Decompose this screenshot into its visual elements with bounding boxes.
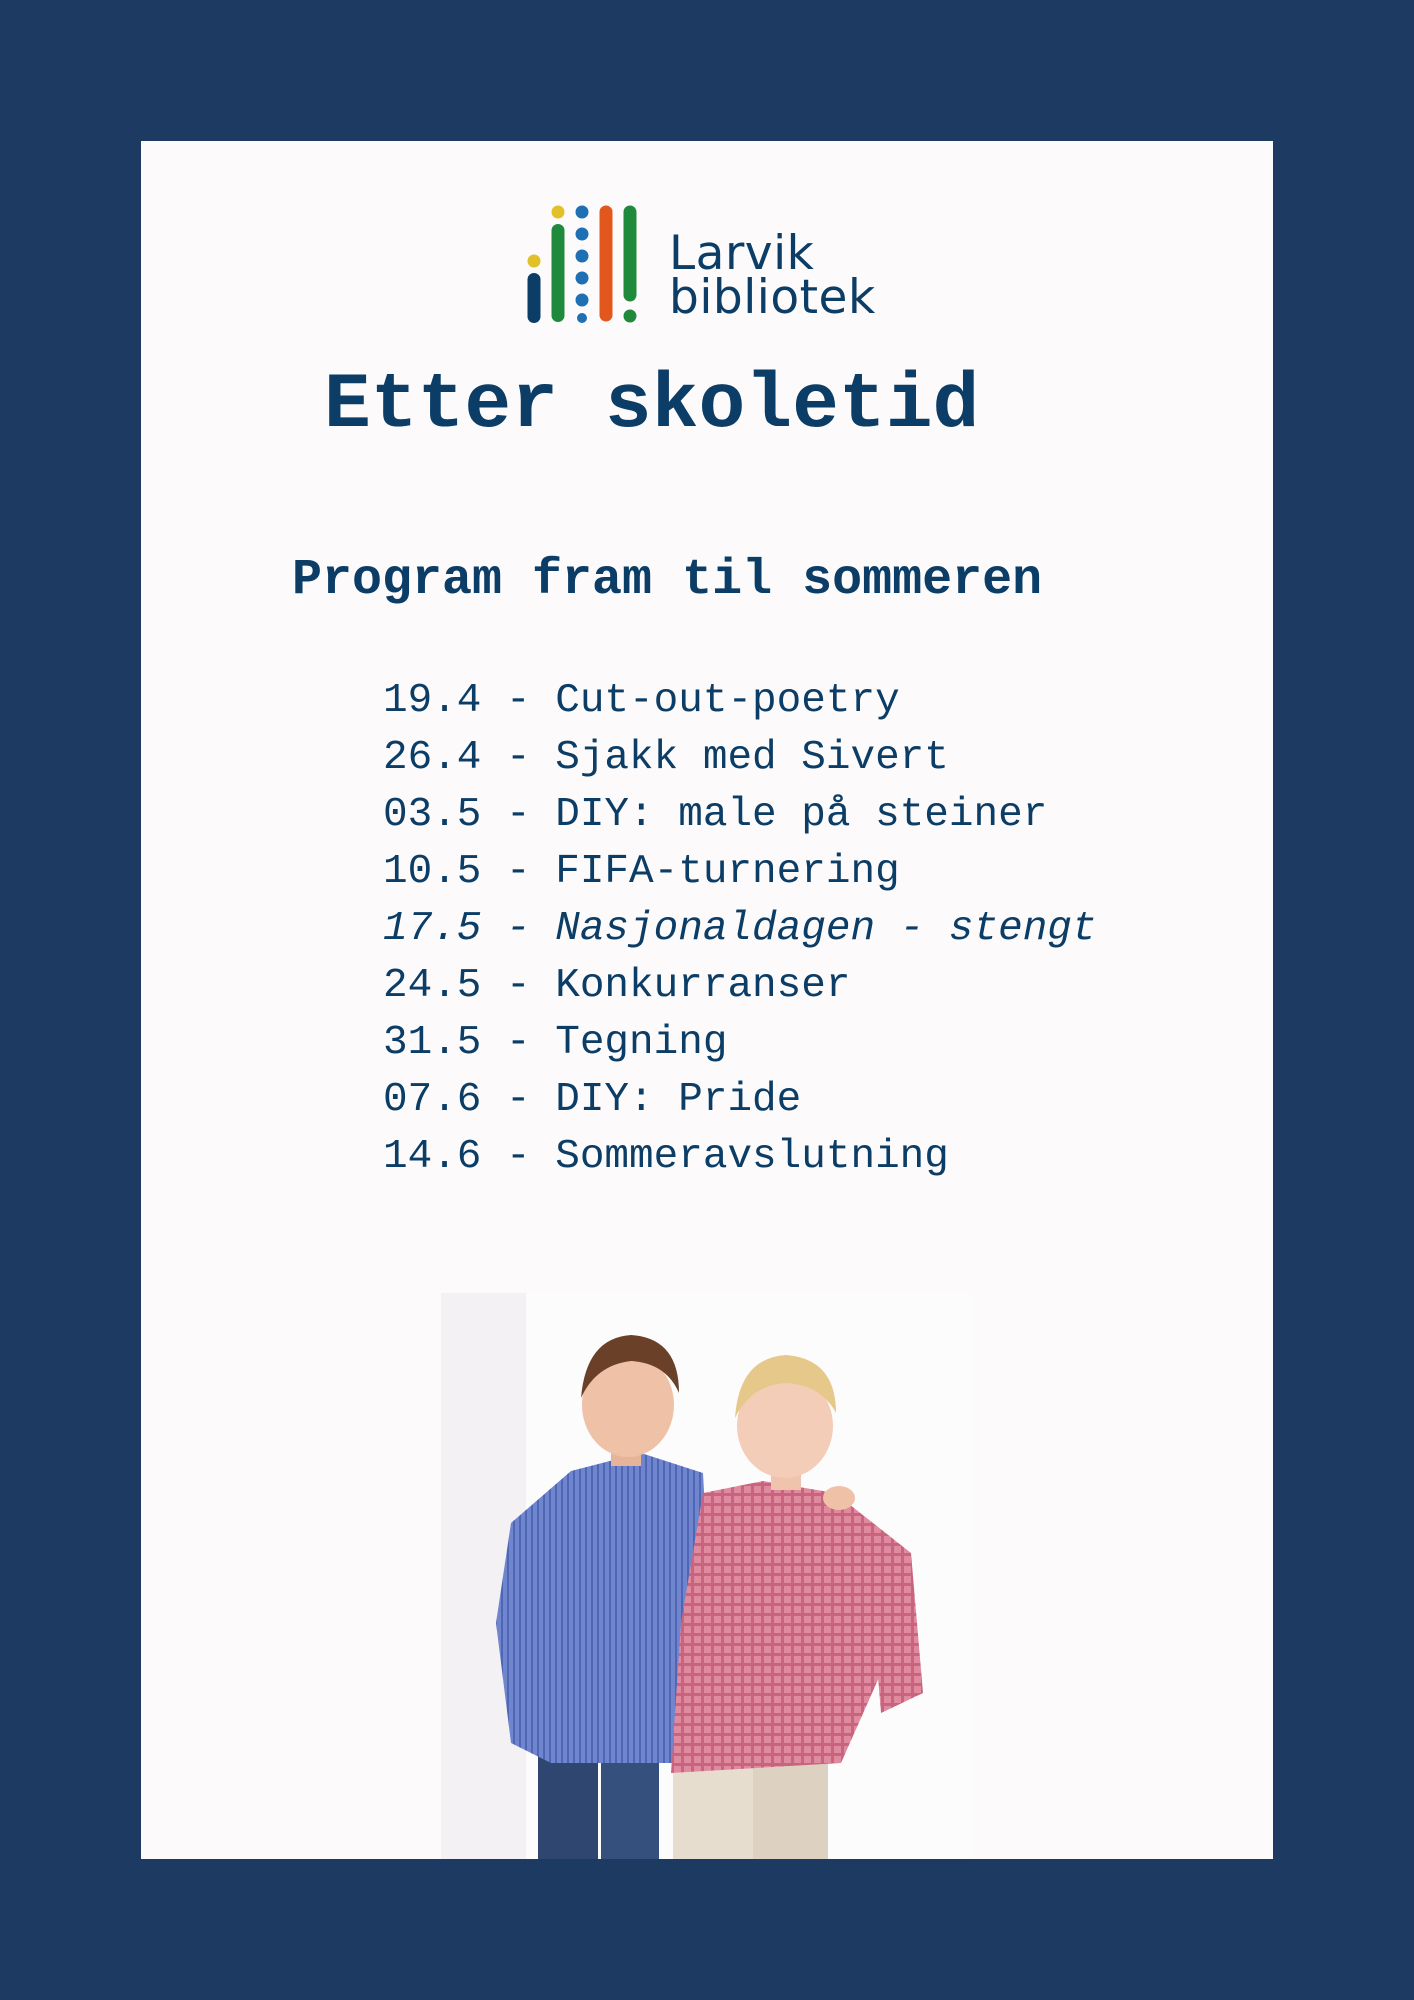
program-item: 07.6 - DIY: Pride xyxy=(383,1077,802,1123)
program-heading: Program fram til sommeren xyxy=(292,552,1043,609)
program-item: 24.5 - Konkurranser xyxy=(383,963,851,1009)
poster xyxy=(141,141,1273,1859)
program-item: 17.5 - Nasjonaldagen - stengt xyxy=(383,906,1097,952)
program-list xyxy=(383,673,1097,1186)
program-item: 14.6 - Sommeravslutning xyxy=(383,1134,949,1180)
photo-illustration xyxy=(441,1293,973,1859)
program-item: 03.5 - DIY: male på steiner xyxy=(383,792,1048,838)
program-item: 31.5 - Tegning xyxy=(383,1020,728,1066)
logo-line-1: Larvik xyxy=(669,226,815,281)
program-item: 10.5 - FIFA-turnering xyxy=(383,849,900,895)
program-item: 26.4 - Sjakk med Sivert xyxy=(383,735,949,781)
library-logo-wordmark xyxy=(669,226,876,325)
program-item: 19.4 - Cut-out-poetry xyxy=(383,678,900,724)
library-logo-icon xyxy=(527,204,637,324)
two-boys-photo xyxy=(441,1293,973,1859)
page-title: Etter skoletid xyxy=(324,362,980,450)
logo-line-2: bibliotek xyxy=(669,270,876,325)
library-logo xyxy=(527,204,907,324)
